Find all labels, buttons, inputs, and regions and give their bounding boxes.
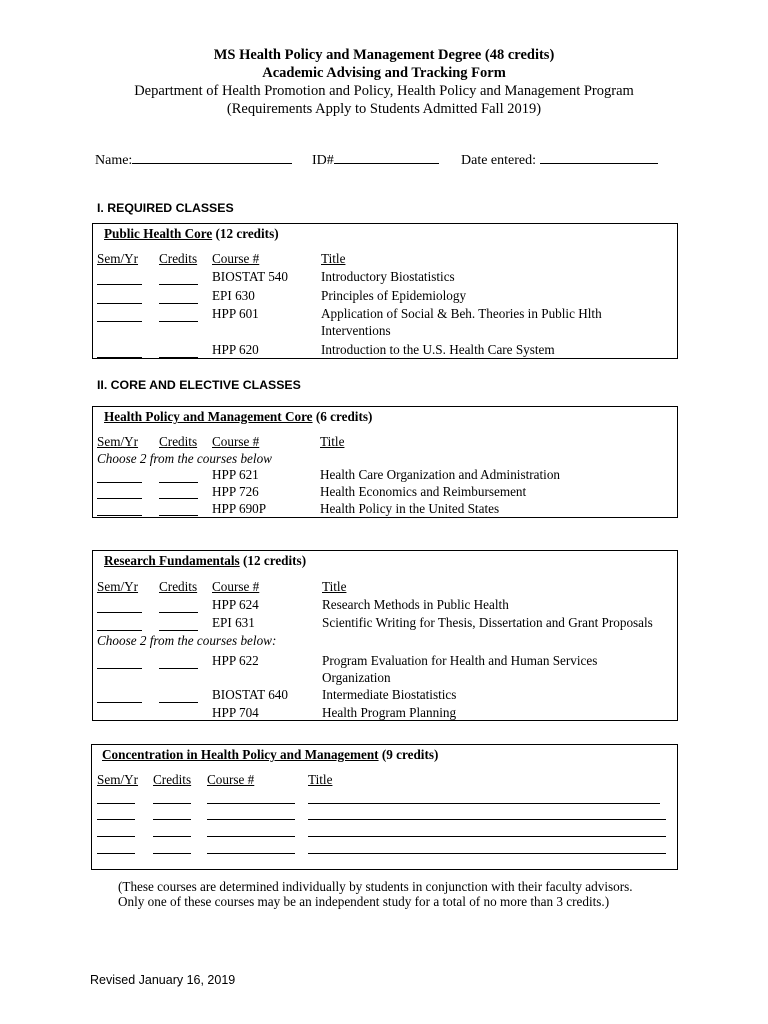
course-number: EPI 631 xyxy=(212,615,255,630)
credits-blank[interactable] xyxy=(153,842,191,854)
course-title: Health Care Organization and Administration xyxy=(320,467,561,482)
course-number: HPP 621 xyxy=(212,467,259,482)
name-label: Name: xyxy=(95,153,133,168)
col-credits: Credits xyxy=(159,251,198,266)
sem-blank[interactable] xyxy=(97,292,142,304)
course-number: HPP 726 xyxy=(212,484,259,499)
date-entered-field[interactable] xyxy=(461,152,658,170)
form-subtitle: Academic Advising and Tracking Form xyxy=(262,65,506,81)
title-blank[interactable] xyxy=(308,842,666,854)
box-title: Concentration in Health Policy and Management (9 credits) xyxy=(102,747,439,762)
credits-blank[interactable] xyxy=(159,657,198,669)
title-blank[interactable] xyxy=(308,792,660,804)
col-credits: Credits xyxy=(153,772,192,787)
col-sem: Sem/Yr xyxy=(97,579,139,594)
section-required-heading: I. REQUIRED CLASSES xyxy=(97,201,234,215)
col-sem: Sem/Yr xyxy=(97,434,139,449)
hpm-core-box xyxy=(92,406,678,518)
credits-blank[interactable] xyxy=(159,346,198,358)
course-number: HPP 690P xyxy=(212,501,267,516)
course-number: EPI 630 xyxy=(212,288,255,303)
sem-blank[interactable] xyxy=(97,691,142,703)
col-title: Title xyxy=(320,434,345,449)
credits-blank[interactable] xyxy=(159,691,198,703)
course-number: HPP 622 xyxy=(212,653,259,668)
sem-blank[interactable] xyxy=(97,825,135,837)
course-title: Health Program Planning xyxy=(322,705,457,720)
public-health-core-box xyxy=(92,223,678,359)
col-credits: Credits xyxy=(159,579,198,594)
box-title: Research Fundamentals (12 credits) xyxy=(104,553,307,568)
requirements-line: (Requirements Apply to Students Admitted Fall 2019) xyxy=(226,101,542,117)
sem-blank[interactable] xyxy=(97,619,142,631)
course-title: Program Evaluation for Health and Human Services xyxy=(322,653,598,668)
choose-instruction: Choose 2 from the courses below: xyxy=(97,633,277,648)
name-field[interactable] xyxy=(95,152,292,170)
sem-blank[interactable] xyxy=(97,504,142,516)
course-number: BIOSTAT 540 xyxy=(212,269,288,284)
course-title: Health Policy in the United States xyxy=(320,501,500,516)
box-title: Public Health Core (12 credits) xyxy=(104,226,279,241)
col-course: Course # xyxy=(212,579,260,594)
credits-blank[interactable] xyxy=(159,601,198,613)
course-title: Principles of Epidemiology xyxy=(321,288,467,303)
credits-blank[interactable] xyxy=(159,504,198,516)
sem-blank[interactable] xyxy=(97,346,142,358)
revised-date: Revised January 16, 2019 xyxy=(90,973,236,987)
course-number: HPP 601 xyxy=(212,306,259,321)
col-credits: Credits xyxy=(159,434,198,449)
department-line: Department of Health Promotion and Policy, Health Policy and Management Program xyxy=(134,83,634,99)
col-sem: Sem/Yr xyxy=(97,251,139,266)
box-title: Health Policy and Management Core (6 credits) xyxy=(104,409,373,424)
id-label: ID# xyxy=(312,153,334,168)
course-blank[interactable] xyxy=(207,792,295,804)
course-title-cont: Interventions xyxy=(321,323,391,338)
sem-blank[interactable] xyxy=(97,709,142,721)
credits-blank[interactable] xyxy=(159,471,198,483)
credits-blank[interactable] xyxy=(159,487,198,499)
sem-blank[interactable] xyxy=(97,601,142,613)
sem-blank[interactable] xyxy=(97,487,142,499)
col-title: Title xyxy=(322,579,347,594)
col-title: Title xyxy=(308,772,333,787)
concentration-note-line1: (These courses are determined individually by students in conjunction with their faculty advisors. xyxy=(118,879,633,894)
credits-blank[interactable] xyxy=(159,273,198,285)
sem-blank[interactable] xyxy=(97,842,135,854)
research-fundamentals-box xyxy=(92,550,678,721)
col-sem: Sem/Yr xyxy=(97,772,139,787)
course-number: HPP 620 xyxy=(212,342,259,357)
sem-blank[interactable] xyxy=(97,808,135,820)
date-label: Date entered: xyxy=(461,153,537,168)
title-blank[interactable] xyxy=(308,825,666,837)
course-number: HPP 624 xyxy=(212,597,259,612)
col-course: Course # xyxy=(207,772,255,787)
credits-blank[interactable] xyxy=(159,619,198,631)
sem-blank[interactable] xyxy=(97,657,142,669)
credits-blank[interactable] xyxy=(153,792,191,804)
course-title: Intermediate Biostatistics xyxy=(322,687,457,702)
course-title: Scientific Writing for Thesis, Dissertation and Grant Proposals xyxy=(322,615,653,630)
id-field[interactable] xyxy=(312,152,439,170)
credits-blank[interactable] xyxy=(159,310,198,322)
sem-blank[interactable] xyxy=(97,471,142,483)
credits-blank[interactable] xyxy=(159,292,198,304)
course-blank[interactable] xyxy=(207,825,295,837)
trailing-dash xyxy=(308,858,314,870)
concentration-note-line2: Only one of these courses may be an independent study for a total of no more than 3 credits.) xyxy=(118,894,610,909)
course-number: BIOSTAT 640 xyxy=(212,687,288,702)
course-title: Research Methods in Public Health xyxy=(322,597,509,612)
course-blank[interactable] xyxy=(207,842,295,854)
concentration-box xyxy=(91,744,678,870)
form-title: MS Health Policy and Management Degree (48 credits) xyxy=(213,47,555,63)
title-blank[interactable] xyxy=(308,808,666,820)
course-title: Health Economics and Reimbursement xyxy=(320,484,527,499)
col-course: Course # xyxy=(212,251,260,266)
section-core-elective-heading: II. CORE AND ELECTIVE CLASSES xyxy=(97,378,301,392)
course-number: HPP 704 xyxy=(212,705,259,720)
course-blank[interactable] xyxy=(207,808,295,820)
choose-instruction: Choose 2 from the courses below xyxy=(97,451,272,466)
course-title: Application of Social & Beh. Theories in Public Hlth xyxy=(321,306,602,321)
credits-blank[interactable] xyxy=(153,808,191,820)
sem-blank[interactable] xyxy=(97,792,135,804)
course-title: Introductory Biostatistics xyxy=(321,269,455,284)
sem-blank[interactable] xyxy=(97,273,142,285)
course-title-cont: Organization xyxy=(322,670,391,685)
sem-blank[interactable] xyxy=(97,310,142,322)
course-title: Introduction to the U.S. Health Care System xyxy=(321,342,555,357)
col-course: Course # xyxy=(212,434,260,449)
credits-blank[interactable] xyxy=(153,825,191,837)
credits-blank[interactable] xyxy=(159,709,198,721)
col-title: Title xyxy=(321,251,346,266)
